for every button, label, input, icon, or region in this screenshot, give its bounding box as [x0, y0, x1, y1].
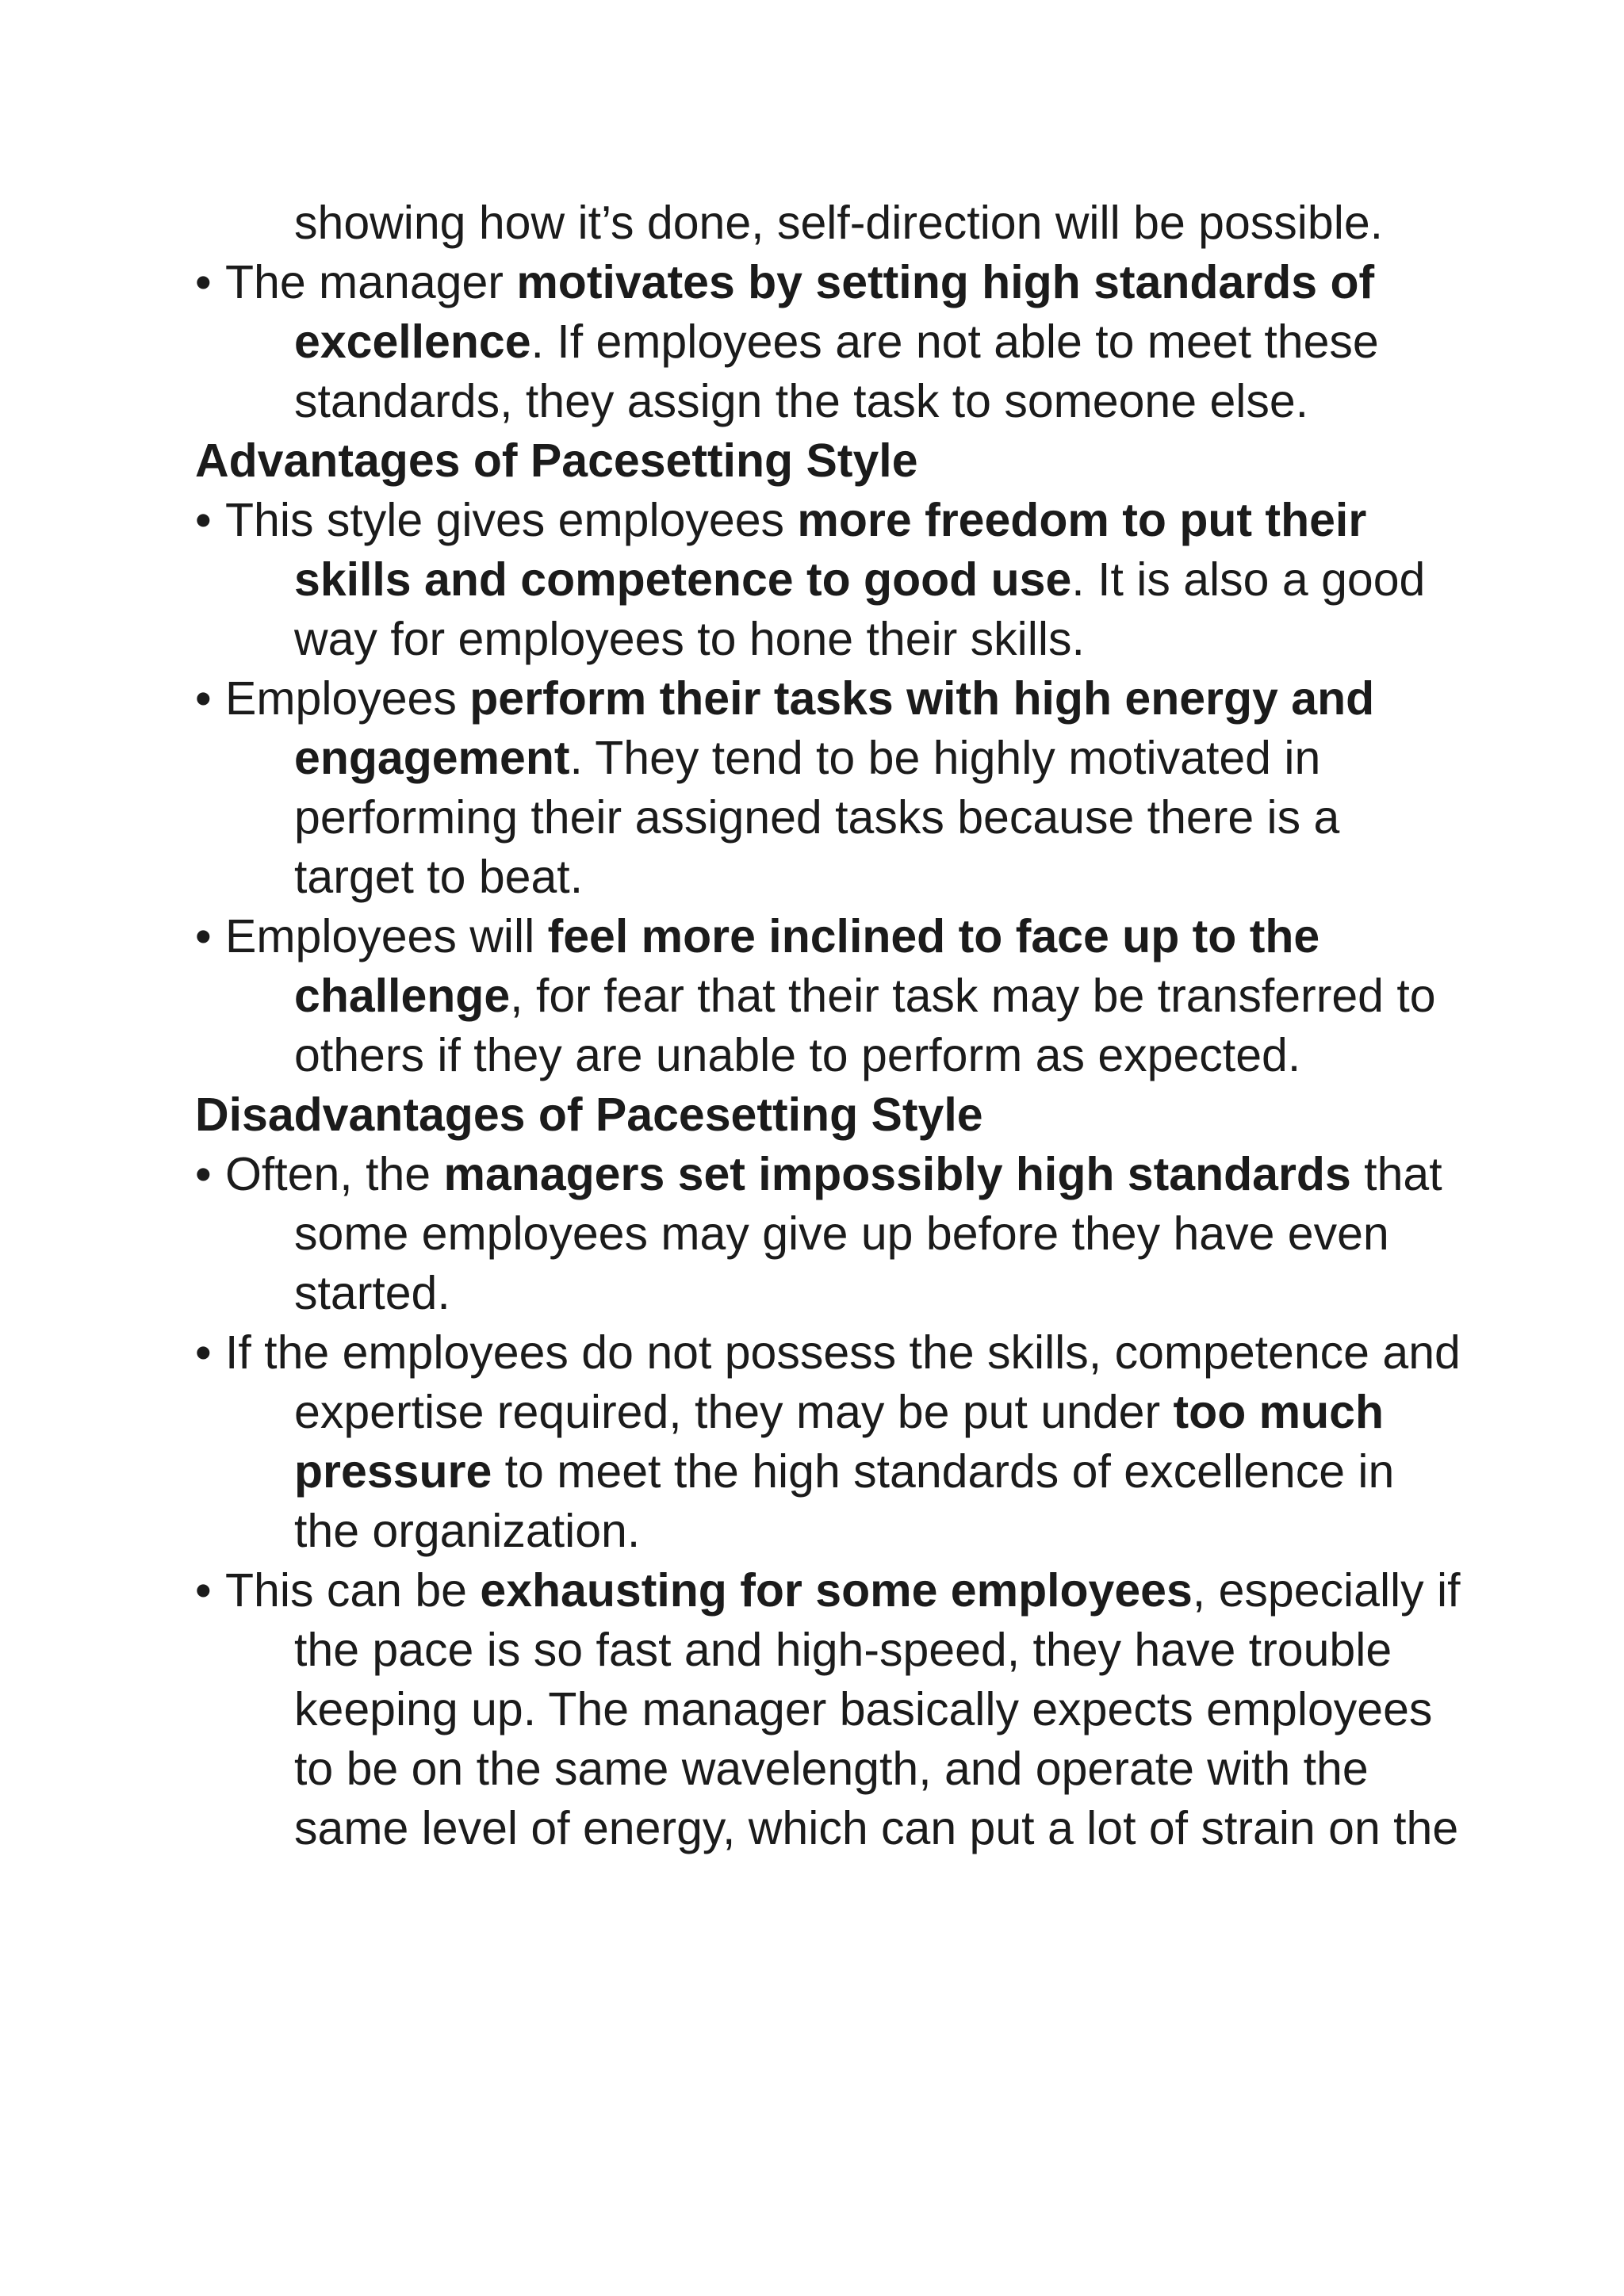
continued-paragraph: showing how it’s done, self-direction will be possible. [294, 197, 1384, 249]
bullet-item: • Employees perform their tasks with high energy and engagement. They tend to be highly motivated in performing their assigned tasks because there is a target to beat. [195, 669, 1464, 907]
bullet-icon: • [195, 1326, 212, 1379]
bullet-icon: • [195, 910, 212, 962]
bullet-item: • This style gives employees more freedom to put their skills and competence to good use. It is also a good way for employees to hone their skills. [195, 491, 1464, 669]
bullet-item: • Often, the managers set impossibly high standards that some employees may give up before they have even started. [195, 1145, 1464, 1323]
bullet-icon: • [195, 672, 212, 725]
bullet-icon: • [195, 1148, 212, 1200]
section-heading-disadvantages: Disadvantages of Pacesetting Style [195, 1089, 983, 1141]
bullet-item: • This can be exhausting for some employees, especially if the pace is so fast and high-speed, they have trouble keeping up. The manager basically expects employees to be on the same wavelength, and operate with the same level of energy, which can put a lot of strain on the [195, 1561, 1464, 1858]
bullet-item: • If the employees do not possess the skills, competence and expertise required, they may be put under too much pressure to meet the high standards of excellence in the organization. [195, 1323, 1464, 1561]
document-page [195, 193, 1464, 1858]
bullet-icon: • [195, 494, 212, 546]
section-heading-advantages: Advantages of Pacesetting Style [195, 434, 918, 487]
bullet-item: • Employees will feel more inclined to face up to the challenge, for fear that their task may be transferred to others if they are unable to perform as expected. [195, 907, 1464, 1085]
bullet-icon: • [195, 256, 212, 308]
bullet-item: • The manager motivates by setting high standards of excellence. If employees are not able to meet these standards, they assign the task to someone else. [195, 253, 1464, 431]
bullet-icon: • [195, 1564, 212, 1617]
